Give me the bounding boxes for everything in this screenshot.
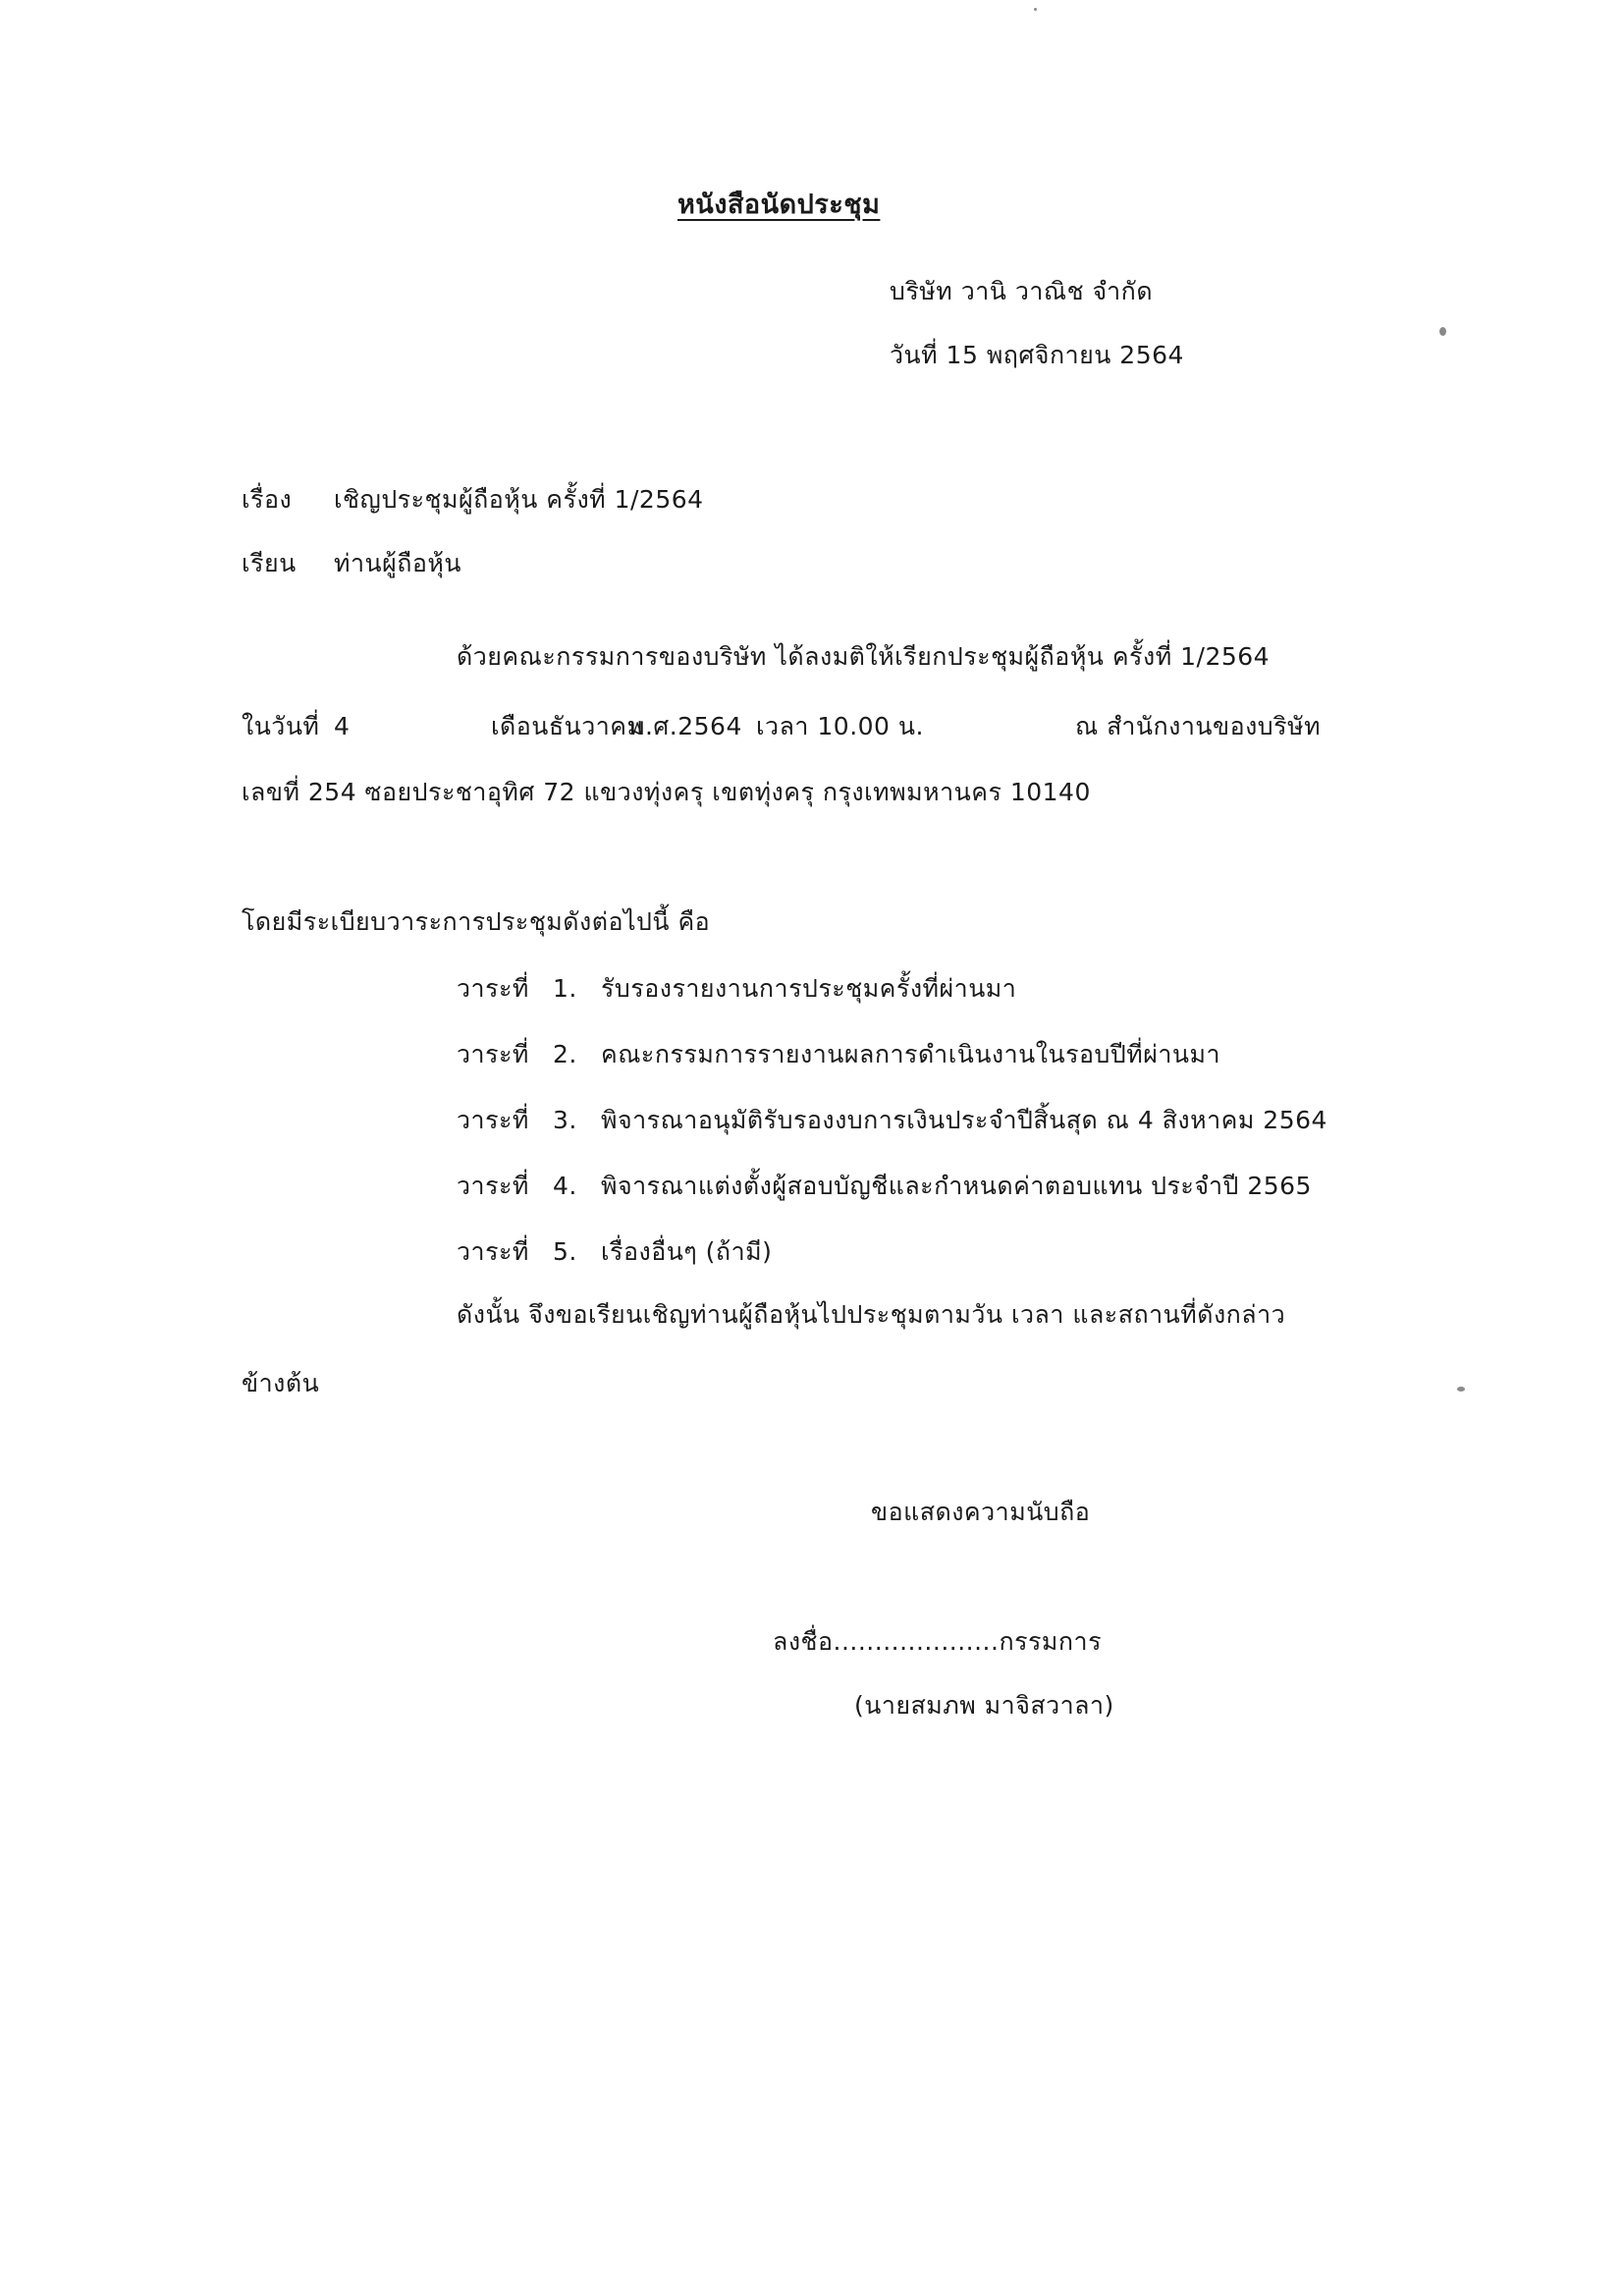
agenda-item-label: วาระที่ [457, 1172, 529, 1200]
agenda-item-number: 1. [553, 974, 577, 1003]
letter-date: วันที่ 15 พฤศจิกายน 2564 [890, 341, 1184, 369]
agenda-item-text: รับรองรายงานการประชุมครั้งที่ผ่านมา [601, 974, 1017, 1003]
meeting-day-value: 4 [334, 712, 351, 740]
recipient-value: ท่านผู้ถือหุ้น [334, 549, 461, 577]
closing-line-2: ข้างต้น [242, 1369, 320, 1397]
agenda-item-number: 2. [553, 1040, 577, 1068]
agenda-item-label: วาระที่ [457, 1237, 529, 1266]
agenda-item-number: 3. [553, 1106, 577, 1134]
agenda-item-text: พิจารณาอนุมัติรับรองงบการเงินประจำปีสิ้นสุด ณ 4 สิงหาคม 2564 [601, 1106, 1327, 1134]
meeting-address: เลขที่ 254 ซอยประชาอุทิศ 72 แขวงทุ่งครุ เขตทุ่งครุ กรุงเทพมหานคร 10140 [242, 778, 1091, 806]
subject-value: เชิญประชุมผู้ถือหุ้น ครั้งที่ 1/2564 [334, 485, 704, 514]
body-line-1: ด้วยคณะกรรมการของบริษัท ได้ลงมติให้เรียกประชุมผู้ถือหุ้น ครั้งที่ 1/2564 [457, 642, 1271, 671]
agenda-item-text: พิจารณาแต่งตั้งผู้สอบบัญชีและกำหนดค่าตอบแทน ประจำปี 2565 [601, 1172, 1312, 1200]
closing-line-1: ดังนั้น จึงขอเรียนเชิญท่านผู้ถือหุ้นไปประชุมตามวัน เวลา และสถานที่ดังกล่าว [457, 1300, 1286, 1329]
company-name: บริษัท วานิ วาณิช จำกัด [890, 277, 1154, 305]
signature-line: ลงชื่อ....................กรรมการ [773, 1627, 1103, 1656]
agenda-item-number: 4. [553, 1172, 577, 1200]
meeting-year: พ.ศ.2564 [628, 712, 742, 740]
meeting-month: เดือนธันวาคม [491, 712, 644, 740]
recipient-label: เรียน [242, 549, 297, 577]
agenda-intro: โดยมีระเบียบวาระการประชุมดังต่อไปนี้ คือ [242, 907, 711, 936]
agenda-item-text: คณะกรรมการรายงานผลการดำเนินงานในรอบปีที่ผ่านมา [601, 1040, 1221, 1068]
scan-speck [1439, 327, 1446, 336]
agenda-item-label: วาระที่ [457, 1040, 529, 1068]
meeting-place: ณ สำนักงานของบริษัท [1075, 712, 1322, 740]
scan-speck [1034, 8, 1037, 11]
agenda-item-number: 5. [553, 1237, 577, 1266]
meeting-time: เวลา 10.00 น. [756, 712, 924, 740]
agenda-item-label: วาระที่ [457, 974, 529, 1003]
signer-name: (นายสมภพ มาจิสวาลา) [854, 1691, 1114, 1720]
agenda-item-label: วาระที่ [457, 1106, 529, 1134]
subject-label: เรื่อง [242, 485, 293, 514]
letter-title: หนังสือนัดประชุม [677, 190, 881, 220]
regards: ขอแสดงความนับถือ [871, 1498, 1091, 1526]
scan-speck [1457, 1387, 1465, 1392]
agenda-item-text: เรื่องอื่นๆ (ถ้ามี) [601, 1237, 773, 1266]
meeting-day-label: ในวันที่ [242, 712, 320, 740]
